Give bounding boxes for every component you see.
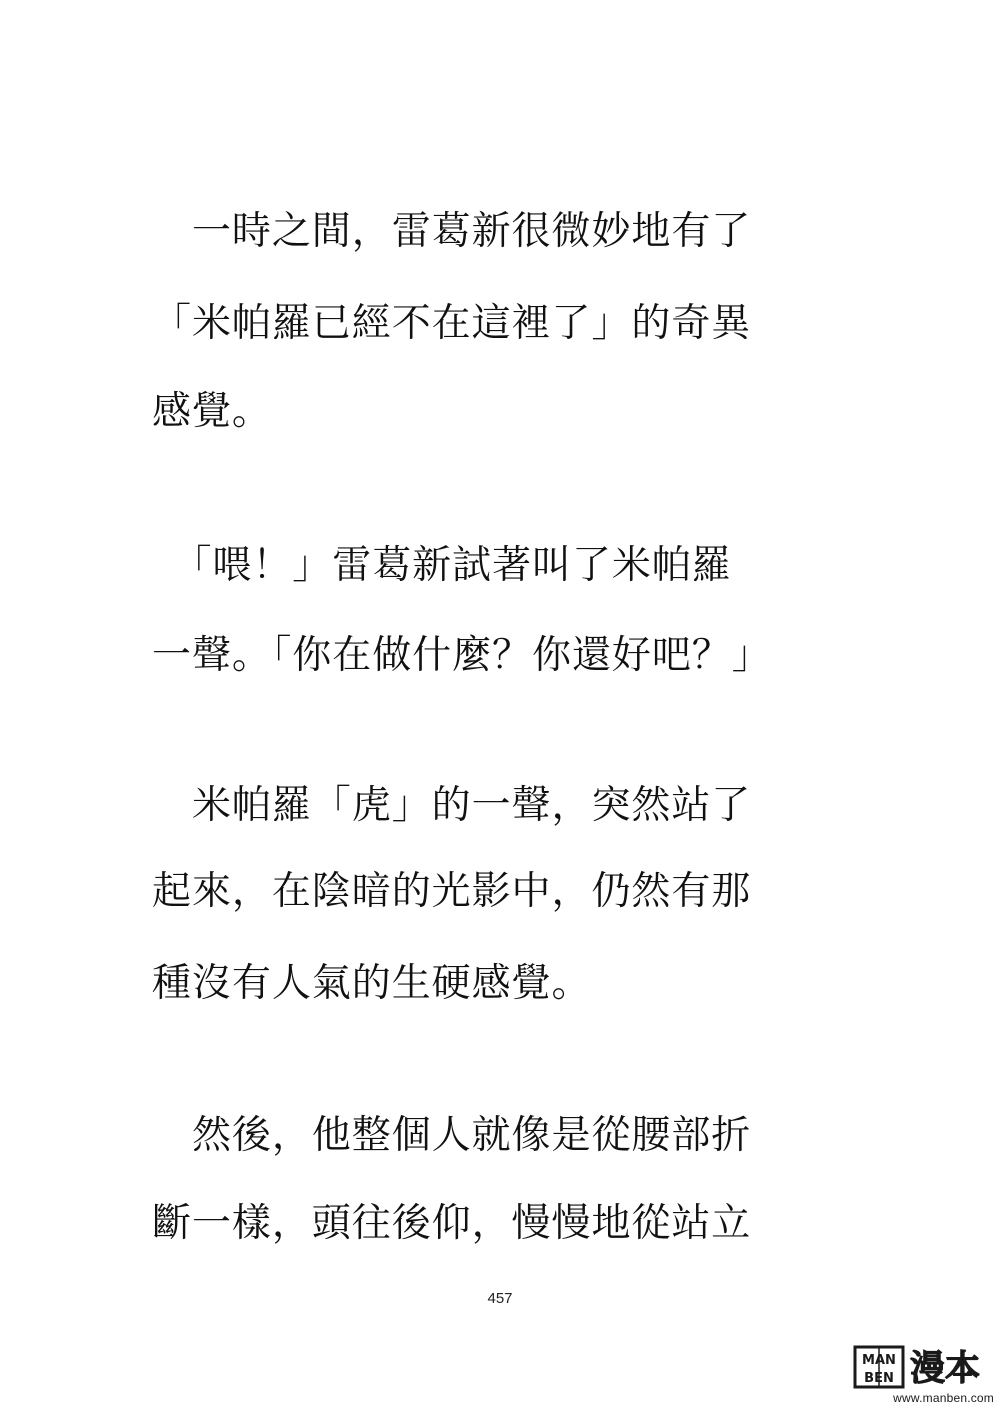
text-line-4: 「喂！」雷葛新試著叫了米帕羅 [152, 543, 732, 588]
text-line-3: 感覺。 [152, 389, 272, 434]
page-number: 457 [487, 1290, 513, 1307]
text-line-6: 米帕羅「虎」的一聲，突然站了 [152, 783, 752, 828]
svg-text:BEN: BEN [864, 1371, 894, 1386]
text-line-5: 一聲。「你在做什麼？你還好吧？」 [152, 633, 772, 678]
text-line-8: 種沒有人氣的生硬感覺。 [152, 961, 592, 1006]
text-line-9: 然後，他整個人就像是從腰部折 [152, 1113, 752, 1158]
watermark-url: www.manben.com [893, 1391, 994, 1405]
text-line-2: 「米帕羅已經不在這裡了」的奇異 [152, 301, 752, 346]
text-line-10: 斷一樣，頭往後仰，慢慢地從站立 [152, 1201, 752, 1246]
site-watermark [852, 1344, 994, 1408]
svg-text:MAN: MAN [862, 1353, 896, 1368]
manben-logo-icon [852, 1344, 994, 1390]
svg-text:漫本: 漫本 [910, 1349, 981, 1389]
text-line-1: 一時之間，雷葛新很微妙地有了 [152, 209, 752, 254]
text-line-7: 起來，在陰暗的光影中，仍然有那 [152, 869, 752, 914]
